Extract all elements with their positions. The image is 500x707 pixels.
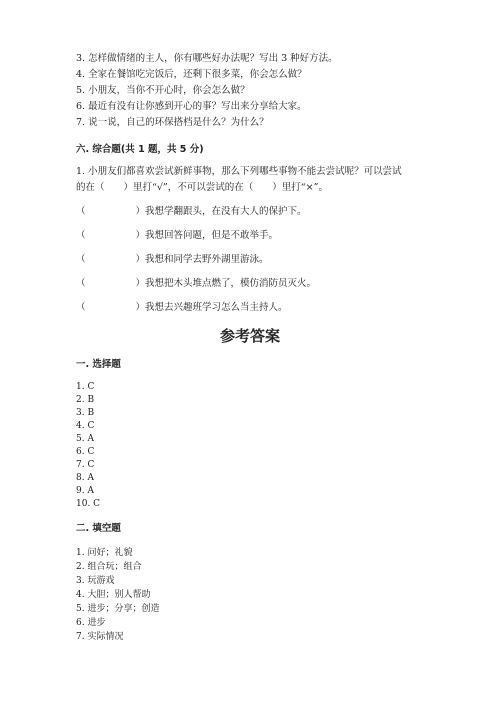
option-row-4 bbox=[76, 277, 316, 290]
option-row-5 bbox=[76, 301, 288, 314]
option-open-paren: （ bbox=[76, 230, 86, 241]
comprehensive-question-line-2: 的在（ ）里打“√”，不可以尝试的在（ ）里打“×”。 bbox=[76, 182, 328, 193]
fill-answer-4: 4. 大胆；别人帮助 bbox=[76, 590, 151, 600]
option-open-paren: （ bbox=[76, 254, 86, 265]
option-close-paren: ） bbox=[135, 278, 146, 289]
fill-answer-5: 5. 进步；分享；创造 bbox=[76, 604, 160, 614]
option-text: 我想和同学去野外湖里游泳。 bbox=[145, 254, 269, 265]
option-open-paren: （ bbox=[76, 206, 86, 217]
choice-answer-9: 9. A bbox=[76, 486, 94, 496]
comprehensive-question-line-1: 1. 小朋友们都喜欢尝试新鲜事物，那么下列哪些事物不能去尝试呢？可以尝试 bbox=[76, 166, 402, 177]
option-open-paren: （ bbox=[76, 302, 86, 313]
choice-answer-4: 4. C bbox=[76, 421, 95, 431]
section-heading-fill: 二. 填空题 bbox=[76, 523, 121, 534]
option-row-2 bbox=[76, 229, 278, 242]
question-item-6: 6. 最近有没有让你感到开心的事？写出来分享给大家。 bbox=[76, 101, 307, 112]
fill-answer-1: 1. 问好；礼貌 bbox=[76, 548, 133, 558]
fill-answer-2: 2. 组合玩；组合 bbox=[76, 562, 142, 572]
option-close-paren: ） bbox=[135, 254, 146, 265]
option-text: 我想学翻跟头，在没有大人的保护下。 bbox=[145, 206, 307, 217]
fill-answer-3: 3. 玩游戏 bbox=[76, 576, 115, 586]
choice-answer-2: 2. B bbox=[76, 395, 95, 405]
question-item-4: 4. 全家在餐馆吃完饭后，还剩下很多菜，你会怎么做？ bbox=[76, 69, 307, 80]
option-close-paren: ） bbox=[135, 206, 146, 217]
choice-answer-6: 6. C bbox=[76, 447, 95, 457]
choice-answer-5: 5. A bbox=[76, 434, 94, 444]
option-text: 我想把木头堆点燃了，模仿消防员灭火。 bbox=[145, 278, 317, 289]
section-heading-comprehensive: 六. 综合题(共 1 题，共 5 分) bbox=[76, 144, 204, 155]
choice-answer-3: 3. B bbox=[76, 408, 95, 418]
option-text: 我想去兴趣班学习怎么当主持人。 bbox=[145, 302, 288, 313]
choice-answer-7: 7. C bbox=[76, 460, 95, 470]
question-item-3: 3. 怎样做情绪的主人，你有哪些好办法呢？写出 3 种好方法。 bbox=[76, 53, 338, 64]
choice-answer-1: 1. C bbox=[76, 382, 95, 392]
answer-key-title: 参考答案 bbox=[219, 327, 280, 345]
choice-answer-8: 8. A bbox=[76, 473, 94, 483]
option-row-3 bbox=[76, 253, 269, 266]
question-item-7: 7. 说一说，自己的环保搭档是什么？为什么？ bbox=[76, 117, 269, 128]
option-close-paren: ） bbox=[135, 230, 146, 241]
fill-answer-7: 7. 实际情况 bbox=[76, 632, 124, 642]
option-open-paren: （ bbox=[76, 278, 86, 289]
option-close-paren: ） bbox=[135, 302, 146, 313]
option-row-1 bbox=[76, 205, 307, 218]
section-heading-choice: 一. 选择题 bbox=[76, 359, 121, 370]
option-text: 我想回答问题，但是不敢举手。 bbox=[145, 230, 279, 241]
choice-answer-10: 10. C bbox=[76, 499, 101, 509]
fill-answer-6: 6. 进步 bbox=[76, 618, 106, 628]
question-item-5: 5. 小朋友，当你不开心时，你会怎么做？ bbox=[76, 85, 250, 96]
